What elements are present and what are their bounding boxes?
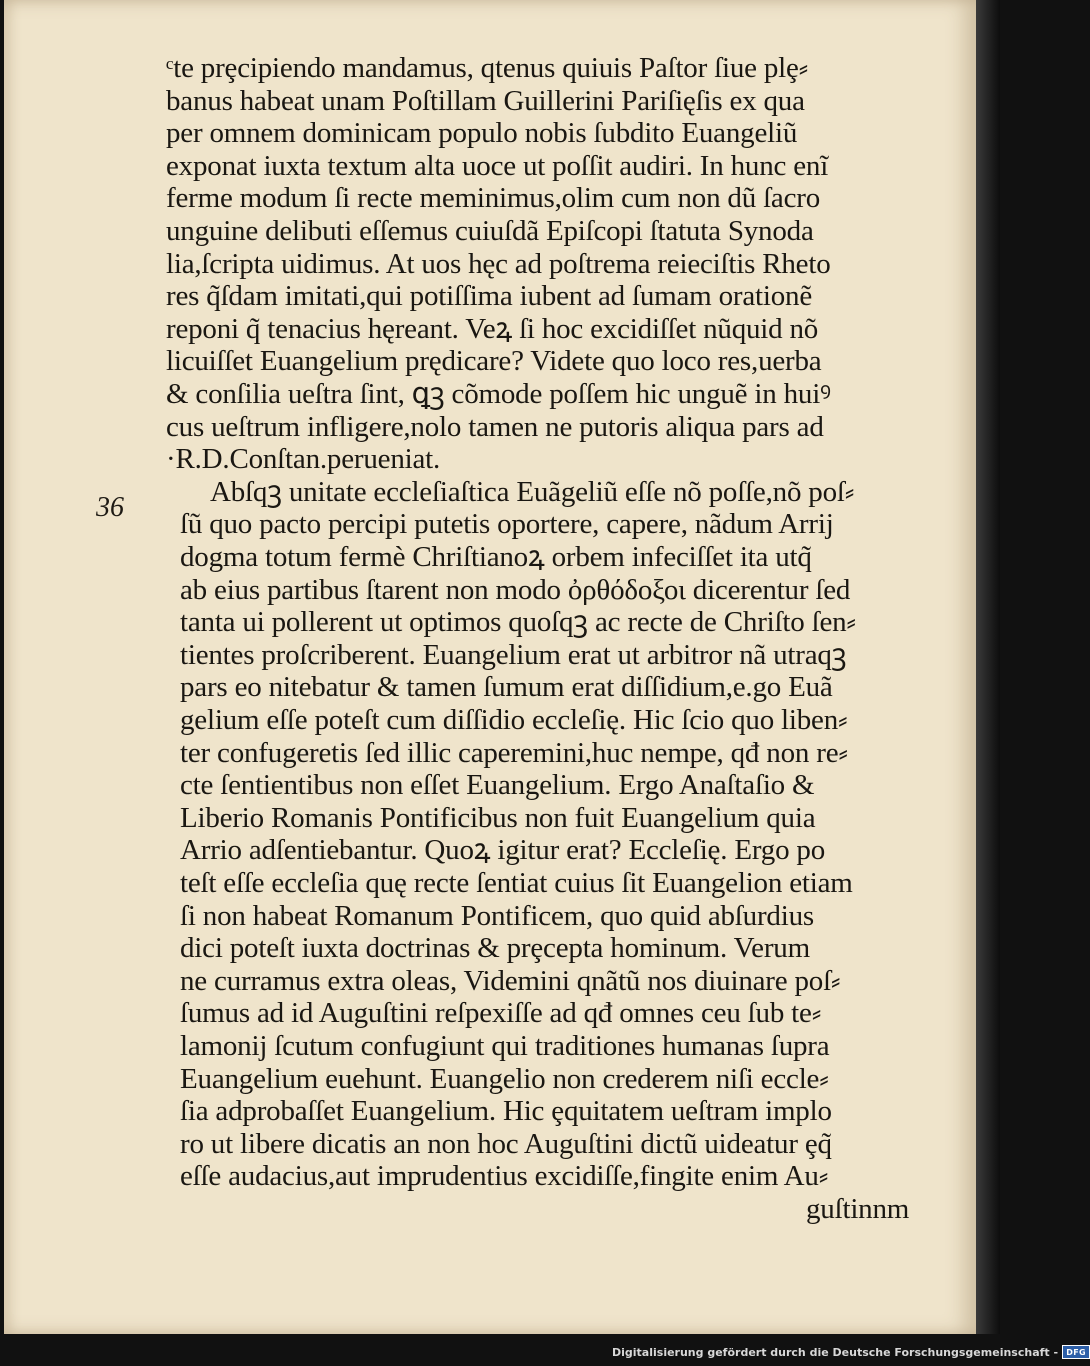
text-line: dici poteſt iuxta doctrinas & prȩcepta hominum. Verum	[180, 932, 810, 965]
text-line: ferme modum ſi recte meminimus,olim cum non dũ ſacro	[166, 182, 821, 215]
text-line: dogma totum fermè Chriſtianoꝝ orbem infeciſſet ita utq̃	[180, 541, 812, 573]
text-line: reponi q̃ tenacius hęreant. Veꝝ ſi hoc excidiſſet nũquid nõ	[166, 312, 819, 345]
text-line: ab eius partibus ſtarent non modo ὀρθόδοξοι dicerentur ſed	[180, 573, 851, 606]
text-line: tanta ui pollerent ut optimos quoſqꝫ ac recte de Chriſto ſen⸗	[180, 606, 856, 639]
text-line: ter confugeretis ſed illic caperemini,huc nempe, qđ non re⸗	[180, 736, 848, 769]
text-line: Euangelium euehunt. Euangelio non crederem niſi eccle⸗	[180, 1062, 829, 1095]
text-line: lia,ſcripta uidimus. At uos hęc ad poſtrema reieciſtis Rheto	[166, 247, 831, 280]
text-line: per omnem dominicam populo nobis ſubdito Euangeliũ	[166, 117, 798, 150]
marginal-number: 36	[96, 492, 124, 523]
dfg-logo-icon: DFG	[1062, 1345, 1090, 1359]
text-line: ᶜte prȩcipiendo mandamus, qtenus quiuis Paſtor ſiue plȩ⸗	[166, 52, 809, 84]
text-line: Arrio adſentiebantur. Quoꝝ igitur erat? Eccleſię. Ergo po	[180, 834, 826, 867]
text-line: cus ueſtrum infligere,nolo tamen ne putoris aliqua pars ad	[166, 410, 824, 443]
text-line: guſtinnm	[806, 1193, 910, 1225]
text-line: unguine delibuti eſſemus cuiuſdã Epiſcopi ſtatuta Synoda	[166, 215, 814, 247]
funding-notice: Digitalisierung gefördert durch die Deutsche Forschungsgemeinschaft -	[612, 1345, 1059, 1359]
text-line: ſia adprobaſſet Euangelium. Hic ȩquitatem ueſtram implo	[180, 1095, 832, 1128]
text-line: ſi non habeat Romanum Pontificem, quo quid abſurdius	[180, 899, 814, 932]
text-line: lamonij ſcutum confugiunt qui traditiones humanas ſupra	[180, 1030, 830, 1062]
text-line: & conſilia ueſtra ſint, ꝗꝫ cõmode poſſem hic unguẽ in huiꝰ	[166, 378, 831, 410]
text-line: ro ut libere dicatis an non hoc Auguſtini dictũ uideatur ȩq̃	[180, 1127, 832, 1160]
text-line: pars eo nitebatur & tamen ſumum erat diſſidium,e.go Euã	[180, 671, 833, 704]
text-line: Abſqꝫ unitate eccleſiaſtica Euãgeliũ eſſe nõ poſſe,nõ poſ⸗	[210, 475, 855, 508]
text-line: exponat iuxta textum alta uoce ut poſſit audiri. In hunc enĩ	[166, 149, 829, 182]
text-line: ſũ quo pacto percipi putetis oportere, capere, nãdum Arrij	[180, 508, 834, 541]
text-line: licuiſſet Euangelium prędicare? Videte quo loco res,uerba	[166, 345, 822, 378]
text-line: Liberio Romanis Pontificibus non fuit Euangelium quia	[180, 801, 816, 834]
text-line: res q̃ſdam imitati,qui potiſſima iubent ad ſumam orationẽ	[166, 280, 813, 313]
text-line: ·R.D.Conſtan.perueniat.	[166, 443, 441, 476]
text-line: gelium eſſe poteſt cum diſſidio eccleſię. Hic ſcio quo liben⸗	[180, 704, 848, 736]
text-line: ne curramus extra oleas, Videmini qnãtũ nos diuinare poſ⸗	[180, 964, 841, 997]
text-line: eſſe audacius,aut imprudentius excidiſſe,fingite enim Au⸗	[180, 1160, 829, 1193]
text-line: cte ſentientibus non eſſet Euangelium. Ergo Anaſtaſio &	[180, 769, 815, 802]
footer	[612, 1344, 1090, 1360]
page-edge-shadow	[976, 0, 1000, 1334]
text-line: teſt eſſe eccleſia quę recte ſentiat cuius ſit Euangelion etiam	[180, 867, 853, 899]
text-line: tientes proſcriberent. Euangelium erat ut arbitror nã utraqꝫ	[180, 638, 847, 671]
text-line: ſumus ad id Auguſtini reſpexiſſe ad qđ omnes ceu ſub te⸗	[180, 997, 822, 1030]
text-line: banus habeat unam Poſtillam Guillerini Pariſięſis ex qua	[166, 84, 805, 117]
